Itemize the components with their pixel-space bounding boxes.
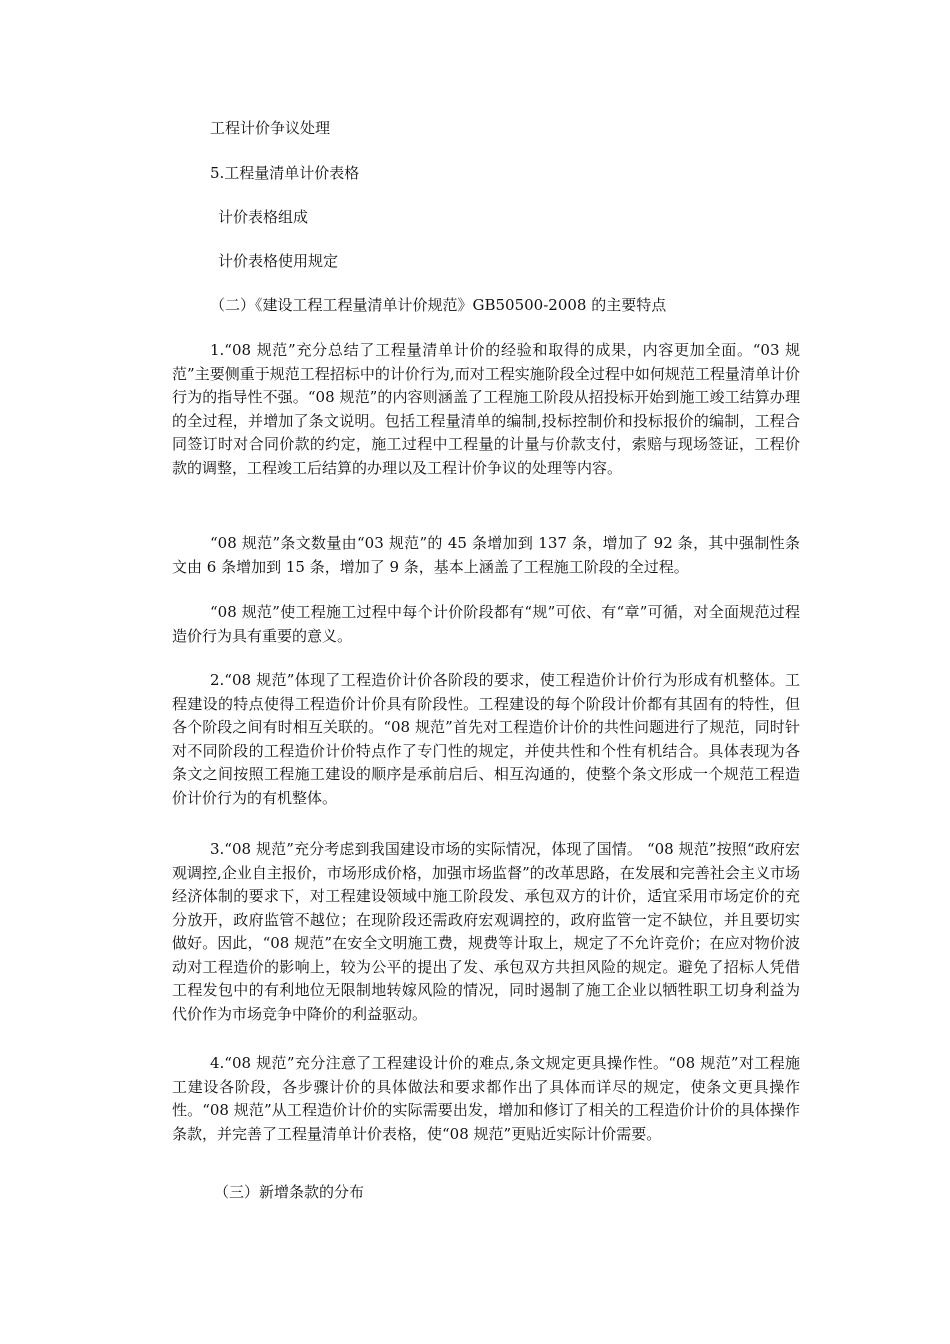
paragraph-point-1: 1.“08 规范”充分总结了工程量清单计价的经验和取得的成果，内容更加全面。“03 规范”主要侧重于规范工程招标中的计价行为,而对工程实施阶段全过程中如何规范工程量清单计价行为的指导性不强。“08 规范”的内容则涵盖了工程施工阶段从招投标开始到施工竣工结算办理的全过程，并增加了条文说明。包括工程量清单的编制,投标控制价和投标报价的编制，工程合同签订时对合同价款的约定，施工过程中工程量的计量与价款支付，索赔与现场签证，工程价款的调整，工程竣工后结算的办理以及工程计价争议的处理等内容。 — [172, 341, 800, 477]
line-form-rules: 计价表格使用规定 — [218, 252, 339, 270]
paragraph-point-4: 4.“08 规范”充分注意了工程建设计价的难点,条文规定更具操作性。“08 规范”对工程施工建设各阶段，各步骤计价的具体做法和要求都作出了具体而详尽的规定，使条文更具操作性。“08 规范”从工程造价计价的实际需要出发，增加和修订了相关的工程造价计价的具体操作条款，并完善了工程量清单计价表格，使“08 规范”更贴近实际计价需要。 — [172, 1054, 800, 1143]
line-form-composition: 计价表格组成 — [218, 208, 309, 226]
paragraph-significance: “08 规范”使工程施工过程中每个计价阶段都有“规”可依、有“章”可循，对全面规范过程造价行为具有重要的意义。 — [172, 603, 800, 645]
paragraph-point-3: 3.“08 规范”充分考虑到我国建设市场的实际情况，体现了国情。 “08 规范”按照“政府宏观调控,企业自主报价，市场形成价格，加强市场监督”的改革思路，在发展和完善社会主义市场经济体制的要求下，对工程建设领域中施工阶段发、承包双方的计价，适宜采用市场定价的充分放开，政府监管不越位；在现阶段还需政府宏观调控的，政府监管一定不缺位，并且要切实做好。因此，“08 规范”在安全文明施工费，规费等计取上，规定了不允许竞价；在应对物价波动对工程造价的影响上，较为公平的提出了发、承包双方共担风险的规定。避免了招标人凭借工程发包中的有利地位无限制地转嫁风险的情况，同时遏制了施工企业以牺牲职工切身利益为代价作为市场竞争中降价的利益驱动。 — [172, 840, 800, 1023]
heading-main-features: （二）《建设工程工程量清单计价规范》GB50500-2008 的主要特点 — [210, 296, 667, 314]
paragraph-point-2: 2.“08 规范”体现了工程造价计价各阶段的要求，使工程造价计价行为形成有机整体。工程建设的特点使得工程造价计价具有阶段性。工程建设的每个阶段计价都有其固有的特性，但各个阶段之间有时相互关联的。“08 规范”首先对工程造价计价的共性问题进行了规范，同时针对不同阶段的工程造价计价特点作了专门性的规定，并使共性和个性有机结合。具体表现为各条文之间按照工程施工建设的顺序是承前启后、相互沟通的，使整个条文形成一个规范工程造价计价行为的有机整体。 — [172, 671, 800, 807]
line-section-5: 5.工程量清单计价表格 — [210, 164, 360, 182]
line-dispute-handling: 工程计价争议处理 — [210, 119, 331, 137]
heading-new-clauses: （三）新增条款的分布 — [214, 1183, 365, 1201]
paragraph-clause-count: “08 规范”条文数量由“03 规范”的 45 条增加到 137 条，增加了 92 条，其中强制性条文由 6 条增加到 15 条，增加了 9 条，基本上涵盖了工程施工阶段的全过程。 — [172, 534, 800, 576]
